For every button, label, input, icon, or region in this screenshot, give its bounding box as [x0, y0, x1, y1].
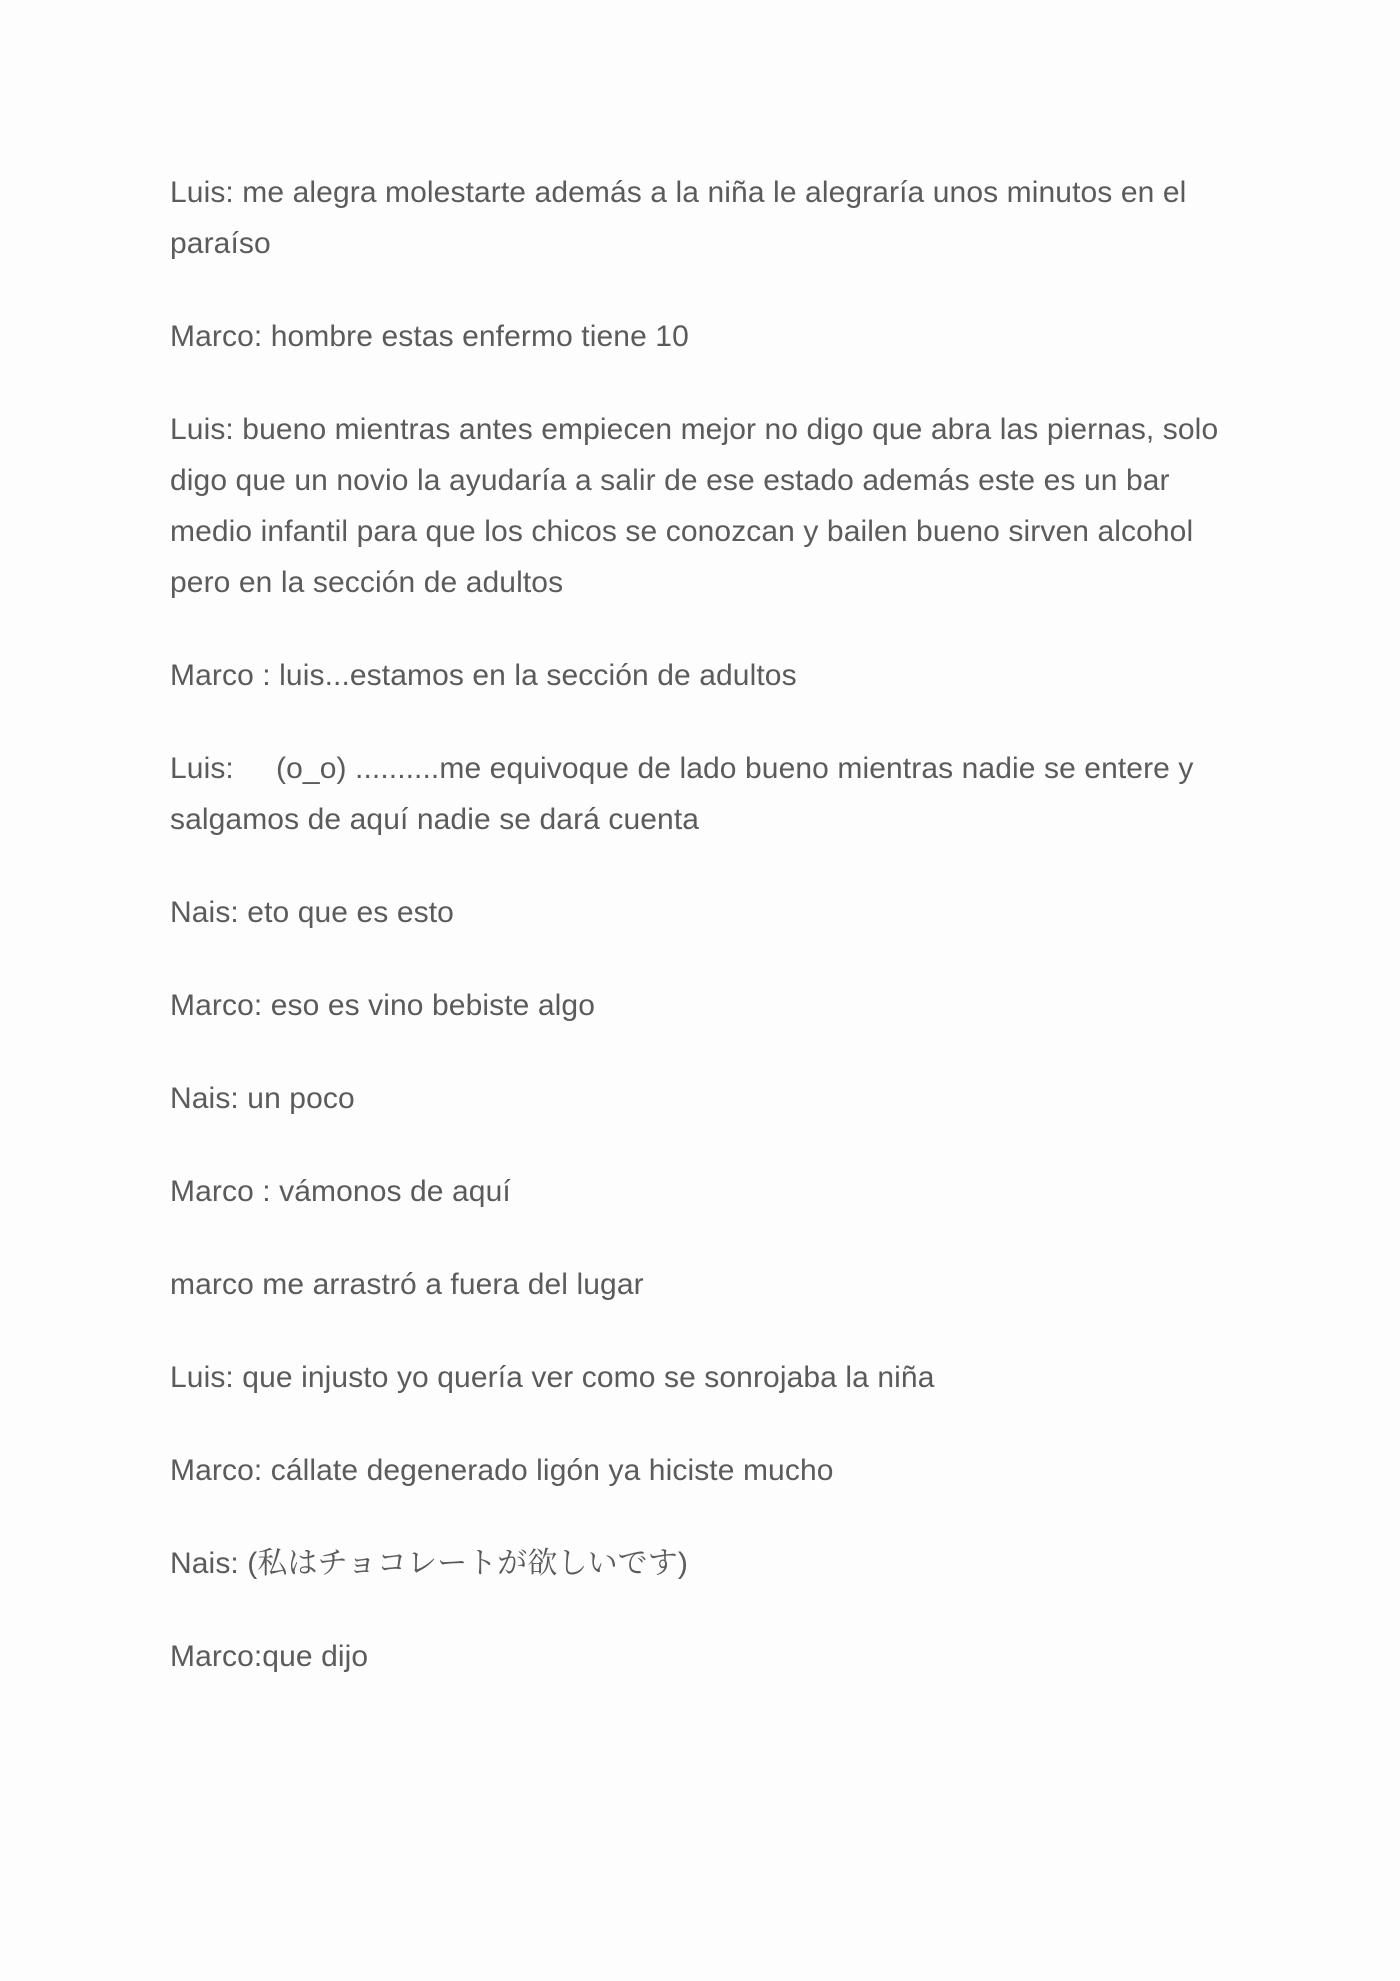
paragraph: Marco: cállate degenerado ligón ya hiciste mucho	[170, 1454, 834, 1487]
paragraph: Nais: eto que es esto	[170, 896, 454, 929]
paragraph: marco me arrastró a fuera del lugar	[170, 1268, 644, 1301]
paragraph: Luis: (o_o) ..........me equivoque de lado bueno mientras nadie se entere y salgamos de aquí nadie se dará cuenta	[170, 752, 1202, 836]
paragraph: Marco : luis...estamos en la sección de adultos	[170, 659, 797, 692]
paragraph: Nais: (私はチョコレートが欲しいです)	[170, 1547, 688, 1580]
paragraph: Marco: eso es vino bebiste algo	[170, 989, 596, 1022]
paragraph: Marco: hombre estas enfermo tiene 10	[170, 320, 689, 353]
paragraph: Luis: que injusto yo quería ver como se sonrojaba la niña	[170, 1361, 935, 1394]
document-body	[170, 167, 1250, 1724]
paragraph: Luis: bueno mientras antes empiecen mejor no digo que abra las piernas, solo digo que un novio la ayudaría a salir de ese estado además este es un bar medio infantil para que los chicos se conozcan y bailen bueno sirven alcohol pero en la sección de adultos	[170, 413, 1227, 599]
paragraph: Nais: un poco	[170, 1082, 355, 1115]
paragraph: Marco:que dijo	[170, 1640, 369, 1673]
paragraph: Marco : vámonos de aquí	[170, 1175, 511, 1208]
paragraph: Luis: me alegra molestarte además a la niña le alegraría unos minutos en el paraíso	[170, 176, 1195, 260]
